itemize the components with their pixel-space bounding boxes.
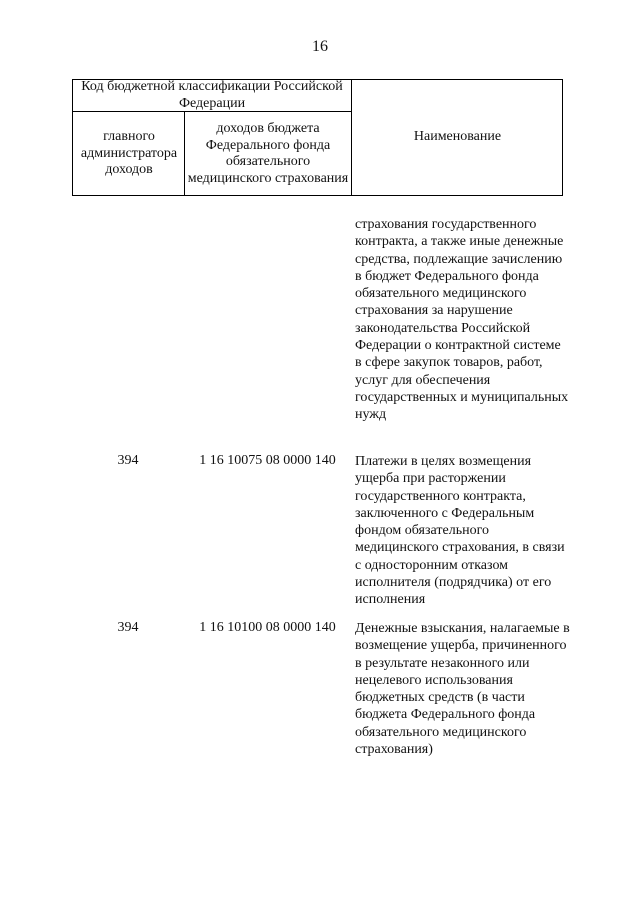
header-col-income: доходов бюджета Федерального фонда обязательного медицинского страхования — [187, 121, 349, 186]
header-col-name: Наименование — [413, 129, 502, 145]
header-divider-vertical — [351, 80, 352, 195]
header-col-admin: главного администратора доходов — [80, 129, 178, 178]
continuation-text: страхования государственного контракта, а также иные денежные средства, подлежащие зачислению в бюджет Федерального фонда обязательного медицинского страхования за нарушение законодательства Российской Федерации о контрактной системе в сфере закупок товаров, работ, услуг для обеспечения государственных и муниципальных нужд — [355, 217, 569, 423]
income-code: 1 16 10075 08 0000 140 — [199, 453, 336, 468]
row-name: Платежи в целях возмещения ущерба при расторжении государственного контракта, заключенного с Федеральным фондом обязательного медицинского страхования, в связи с односторонним отказом исполнителя (подрядчика) от его исполнения — [355, 454, 565, 608]
header-divider-subcolumns — [184, 111, 185, 195]
header-group-title: Код бюджетной классификации Российской Федерации — [81, 79, 343, 111]
admin-code: 394 — [117, 453, 139, 468]
table-header — [72, 79, 563, 196]
admin-code: 394 — [117, 620, 139, 635]
income-code: 1 16 10100 08 0000 140 — [199, 620, 336, 635]
row-name: Денежные взыскания, налагаемые в возмещение ущерба, причиненного в результате незаконного или нецелевого использования бюджетных средств (в части бюджета Федерального фонда обязательного медицинского страхования) — [355, 621, 570, 758]
page-number: 16 — [312, 38, 328, 55]
